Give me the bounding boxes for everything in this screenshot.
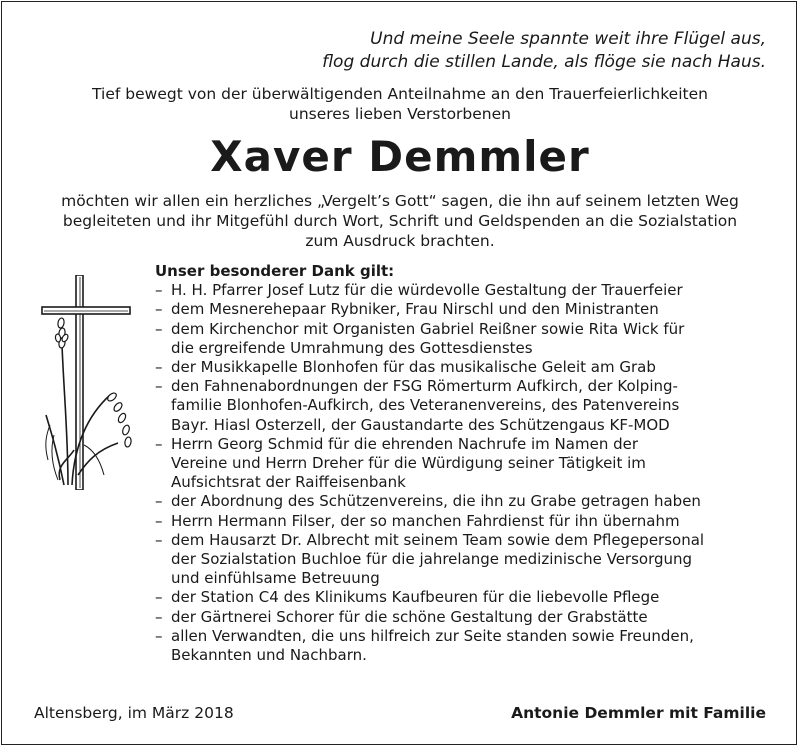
- intro-line-1: Tief bewegt von der überwältigenden Anteilnahme an den Trauerfeierlichkeiten: [92, 85, 708, 103]
- thanks-item-line: Herrn Hermann Filser, der so manchen Fahrdienst für ihn übernahm: [171, 511, 680, 530]
- thanks-item-line: der Abordnung des Schützenvereins, die ihn zu Grabe getragen haben: [171, 492, 701, 511]
- thanks-item: [155, 512, 785, 531]
- thanks-item-line: dem Mesnerehepaar Rybniker, Frau Nirschl und den Ministranten: [171, 300, 659, 319]
- thanks-item: [155, 588, 785, 607]
- list-dash: –: [155, 626, 163, 645]
- thanks-line-2: begleiteten und ihr Mitgefühl durch Wort, Schrift und Geldspenden an die Sozialstation: [62, 212, 738, 230]
- intro-text: [0, 84, 800, 124]
- poem: [322, 28, 766, 74]
- list-dash: –: [155, 530, 163, 549]
- thanks-item: [155, 300, 785, 319]
- thanks-item-line: Vereine und Herrn Dreher für die Würdigung seiner Tätigkeit im: [171, 454, 646, 473]
- thanks-item-line: der Station C4 des Klinikums Kaufbeuren für die liebevolle Pflege: [171, 588, 660, 607]
- poem-line-1: Und meine Seele spannte weit ihre Flügel aus,: [370, 29, 766, 49]
- thanks-item: [155, 358, 785, 377]
- thanks-text: [0, 191, 800, 251]
- thanks-item-line: der Gärtnerei Schorer für die schöne Gestaltung der Grabstätte: [171, 607, 648, 626]
- thanks-item-line: familie Blonhofen-Aufkirch, des Veteranenvereins, des Patenvereins: [171, 396, 680, 415]
- thanks-item: [155, 320, 785, 358]
- thanks-item-line: Bayr. Hiasl Osterzell, der Gaustandarte des Schützengaus KF-MOD: [171, 415, 670, 434]
- thanks-item-line: der Musikkapelle Blonhofen für das musikalische Geleit am Grab: [171, 358, 656, 377]
- list-dash: –: [155, 358, 163, 377]
- thanks-item-line: die ergreifende Umrahmung des Gottesdienstes: [171, 338, 533, 357]
- thanks-item-line: dem Kirchenchor mit Organisten Gabriel Reißner sowie Rita Wick für: [171, 319, 685, 338]
- signature: Antonie Demmler mit Familie: [511, 704, 766, 722]
- list-dash: –: [155, 281, 163, 300]
- thanks-item-line: und einfühlsame Betreuung: [171, 569, 380, 588]
- thanks-item-line: Herrn Georg Schmid für die ehrenden Nachrufe im Namen der: [171, 434, 639, 453]
- thanks-item: [155, 492, 785, 511]
- list-dash: –: [155, 588, 163, 607]
- list-dash: –: [155, 607, 163, 626]
- list-dash: –: [155, 377, 163, 396]
- thanks-item: [155, 435, 785, 493]
- thanks-item-line: Bekannten und Nachbarn.: [171, 646, 367, 665]
- thanks-item: [155, 531, 785, 589]
- thanks-item: [155, 377, 785, 435]
- thanks-item: [155, 281, 785, 300]
- list-dash: –: [155, 300, 163, 319]
- thanks-item: [155, 627, 785, 665]
- list-dash: –: [155, 434, 163, 453]
- intro-line-2: unseres lieben Verstorbenen: [289, 105, 511, 123]
- special-thanks: [155, 262, 785, 665]
- thanks-item-line: H. H. Pfarrer Josef Lutz für die würdevolle Gestaltung der Trauerfeier: [171, 281, 683, 300]
- place-date: Altensberg, im März 2018: [34, 704, 234, 722]
- deceased-name: Xaver Demmler: [210, 132, 590, 181]
- thanks-item-line: den Fahnenabordnungen der FSG Römerturm Aufkirch, der Kolping-: [171, 377, 678, 396]
- special-thanks-heading: Unser besonderer Dank gilt:: [155, 262, 395, 280]
- thanks-item-line: der Sozialstation Buchloe für die jahrelange medizinische Versorgung: [171, 550, 693, 569]
- thanks-line-3: zum Ausdruck brachten.: [305, 232, 495, 250]
- poem-line-2: flog durch die stillen Lande, als flöge sie nach Haus.: [322, 52, 766, 72]
- thanks-item-line: dem Hausarzt Dr. Albrecht mit seinem Team sowie dem Pflegepersonal: [171, 530, 705, 549]
- thanks-item: [155, 608, 785, 627]
- thanks-line-1: möchten wir allen ein herzliches „Vergelt’s Gott“ sagen, die ihn auf seinem letzten Weg: [61, 192, 739, 210]
- special-thanks-list: [155, 281, 785, 665]
- list-dash: –: [155, 319, 163, 338]
- list-dash: –: [155, 492, 163, 511]
- thanks-item-line: Aufsichtsrat der Raiffeisenbank: [171, 473, 406, 492]
- thanks-item-line: allen Verwandten, die uns hilfreich zur Seite standen sowie Freunden,: [171, 626, 694, 645]
- list-dash: –: [155, 511, 163, 530]
- cross-with-wheat-icon: [38, 275, 138, 490]
